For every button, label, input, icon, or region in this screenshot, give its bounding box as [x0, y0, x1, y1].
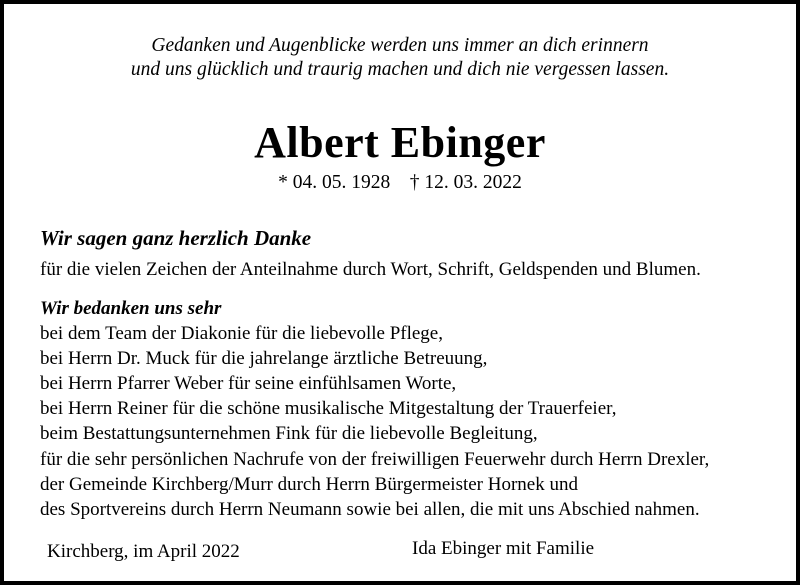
memorial-verse [4, 34, 796, 82]
signature: Ida Ebinger mit Familie [412, 538, 595, 559]
acknowledgement-line: bei Herrn Pfarrer Weber für seine einfühlsamen Worte, [40, 373, 457, 395]
thanks-heading: Wir sagen ganz herzlich Danke [40, 226, 312, 250]
acknowledgement-line: beim Bestattungsunternehmen Fink für die liebevolle Begleitung, [40, 423, 538, 445]
life-dates: * 04. 05. 1928 † 12. 03. 2022 [278, 172, 522, 193]
acknowledgement-line: bei Herrn Reiner für die schöne musikalische Mitgestaltung der Trauerfeier, [40, 398, 617, 420]
acknowledgements-block [40, 296, 709, 522]
acknowledgement-line: bei dem Team der Diakonie für die liebevolle Pflege, [40, 323, 443, 345]
verse-line-1: Gedanken und Augenblicke werden uns immer an dich erinnern [151, 35, 649, 56]
verse-line-2: und uns glücklich und traurig machen und dich nie vergessen lassen. [130, 59, 670, 80]
acknowledgements-heading: Wir bedanken uns sehr [40, 298, 222, 319]
acknowledgement-line: des Sportvereins durch Herrn Neumann sowie bei allen, die mit uns Abschied nahmen. [40, 498, 700, 520]
acknowledgement-line: der Gemeinde Kirchberg/Murr durch Herrn Bürgermeister Hornek und [40, 473, 578, 495]
acknowledgement-line: bei Herrn Dr. Muck für die jahrelange ärztliche Betreuung, [40, 348, 488, 370]
place-and-date: Kirchberg, im April 2022 [47, 541, 240, 562]
deceased-name: Albert Ebinger [254, 118, 546, 167]
acknowledgement-line: für die sehr persönlichen Nachrufe von der freiwilligen Feuerwehr durch Herrn Drexler, [40, 448, 710, 470]
thanks-text: für die vielen Zeichen der Anteilnahme durch Wort, Schrift, Geldspenden und Blumen. [40, 259, 701, 280]
